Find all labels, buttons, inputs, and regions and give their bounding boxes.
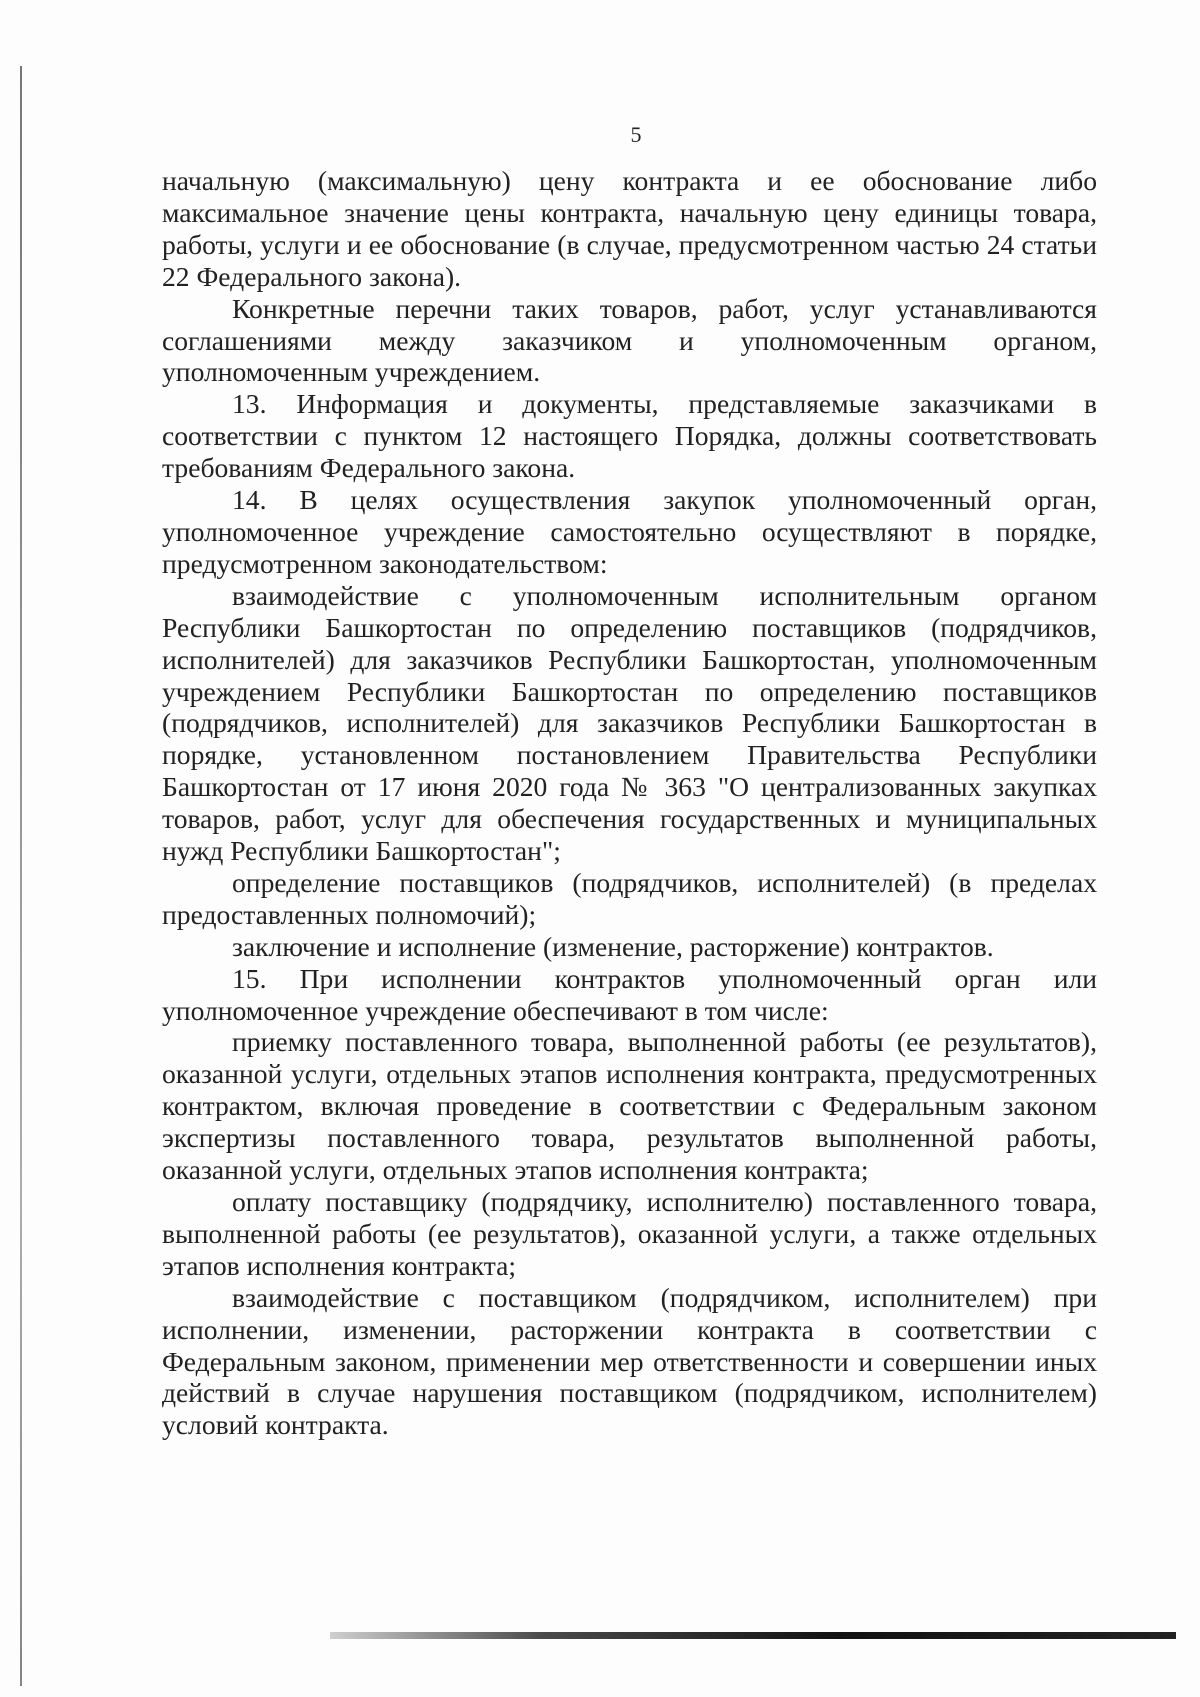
- scan-edge-line: [20, 66, 22, 1686]
- paragraph: взаимодействие с уполномоченным исполнительным органом Республики Башкортостан по определению поставщиков (подрядчиков, исполнителей) для заказчиков Республики Башкортостан, уполномоченным учреждением Республики Башкортостан по определению поставщиков (подрядчиков, исполнителей) для заказчиков Республики Башкортостан в порядке, установленном постановлением Правительства Республики Башкортостан от 17 июня 2020 года № 363 "О централизованных закупках товаров, работ, услуг для обеспечения государственных и муниципальных нужд Республики Башкортостан";: [162, 579, 1097, 867]
- paragraph-clause-13: 13. Информация и документы, представляемые заказчиками в соответствии с пунктом 12 настоящего Порядка, должны соответствовать требованиям Федерального закона.: [162, 388, 1097, 484]
- paragraph-clause-15: 15. При исполнении контрактов уполномоченный орган или уполномоченное учреждение обеспечивают в том числе:: [162, 962, 1097, 1026]
- scan-bottom-bar: [330, 1632, 1176, 1639]
- paragraph: взаимодействие с поставщиком (подрядчиком, исполнителем) при исполнении, изменении, расторжении контракта в соответствии с Федеральным законом, применении мер ответственности и совершении иных действий в случае нарушения поставщиком (подрядчиком, исполнителем) условий контракта.: [162, 1281, 1097, 1441]
- page-number: 5: [630, 122, 642, 147]
- paragraph-clause-14: 14. В целях осуществления закупок уполномоченный орган, уполномоченное учреждение самостоятельно осуществляют в порядке, предусмотренном законодательством:: [162, 484, 1097, 579]
- paragraph: определение поставщиков (подрядчиков, исполнителей) (в пределах предоставленных полномочий);: [162, 866, 1097, 930]
- document-body: [162, 165, 1097, 1441]
- paragraph: заключение и исполнение (изменение, расторжение) контрактов.: [232, 930, 994, 962]
- paragraph: оплату поставщику (подрядчику, исполнителю) поставленного товара, выполненной работы (ее результатов), оказанной услуги, а также отдельных этапов исполнения контракта;: [162, 1186, 1097, 1281]
- paragraph: приемку поставленного товара, выполненной работы (ее результатов), оказанной услуги, отдельных этапов исполнения контракта, предусмотренных контрактом, включая проведение в соответствии с Федеральным законом экспертизы поставленного товара, результатов выполненной работы, оказанной услуги, отдельных этапов исполнения контракта;: [162, 1026, 1097, 1186]
- paragraph-continuation: начальную (максимальную) цену контракта и ее обоснование либо максимальное значение цены контракта, начальную цену единицы товара, работы, услуги и ее обоснование (в случае, предусмотренном частью 24 статьи 22 Федерального закона).: [162, 165, 1097, 292]
- paragraph: Конкретные перечни таких товаров, работ, услуг устанавливаются соглашениями между заказчиком и уполномоченным органом, уполномоченным учреждением.: [162, 292, 1097, 388]
